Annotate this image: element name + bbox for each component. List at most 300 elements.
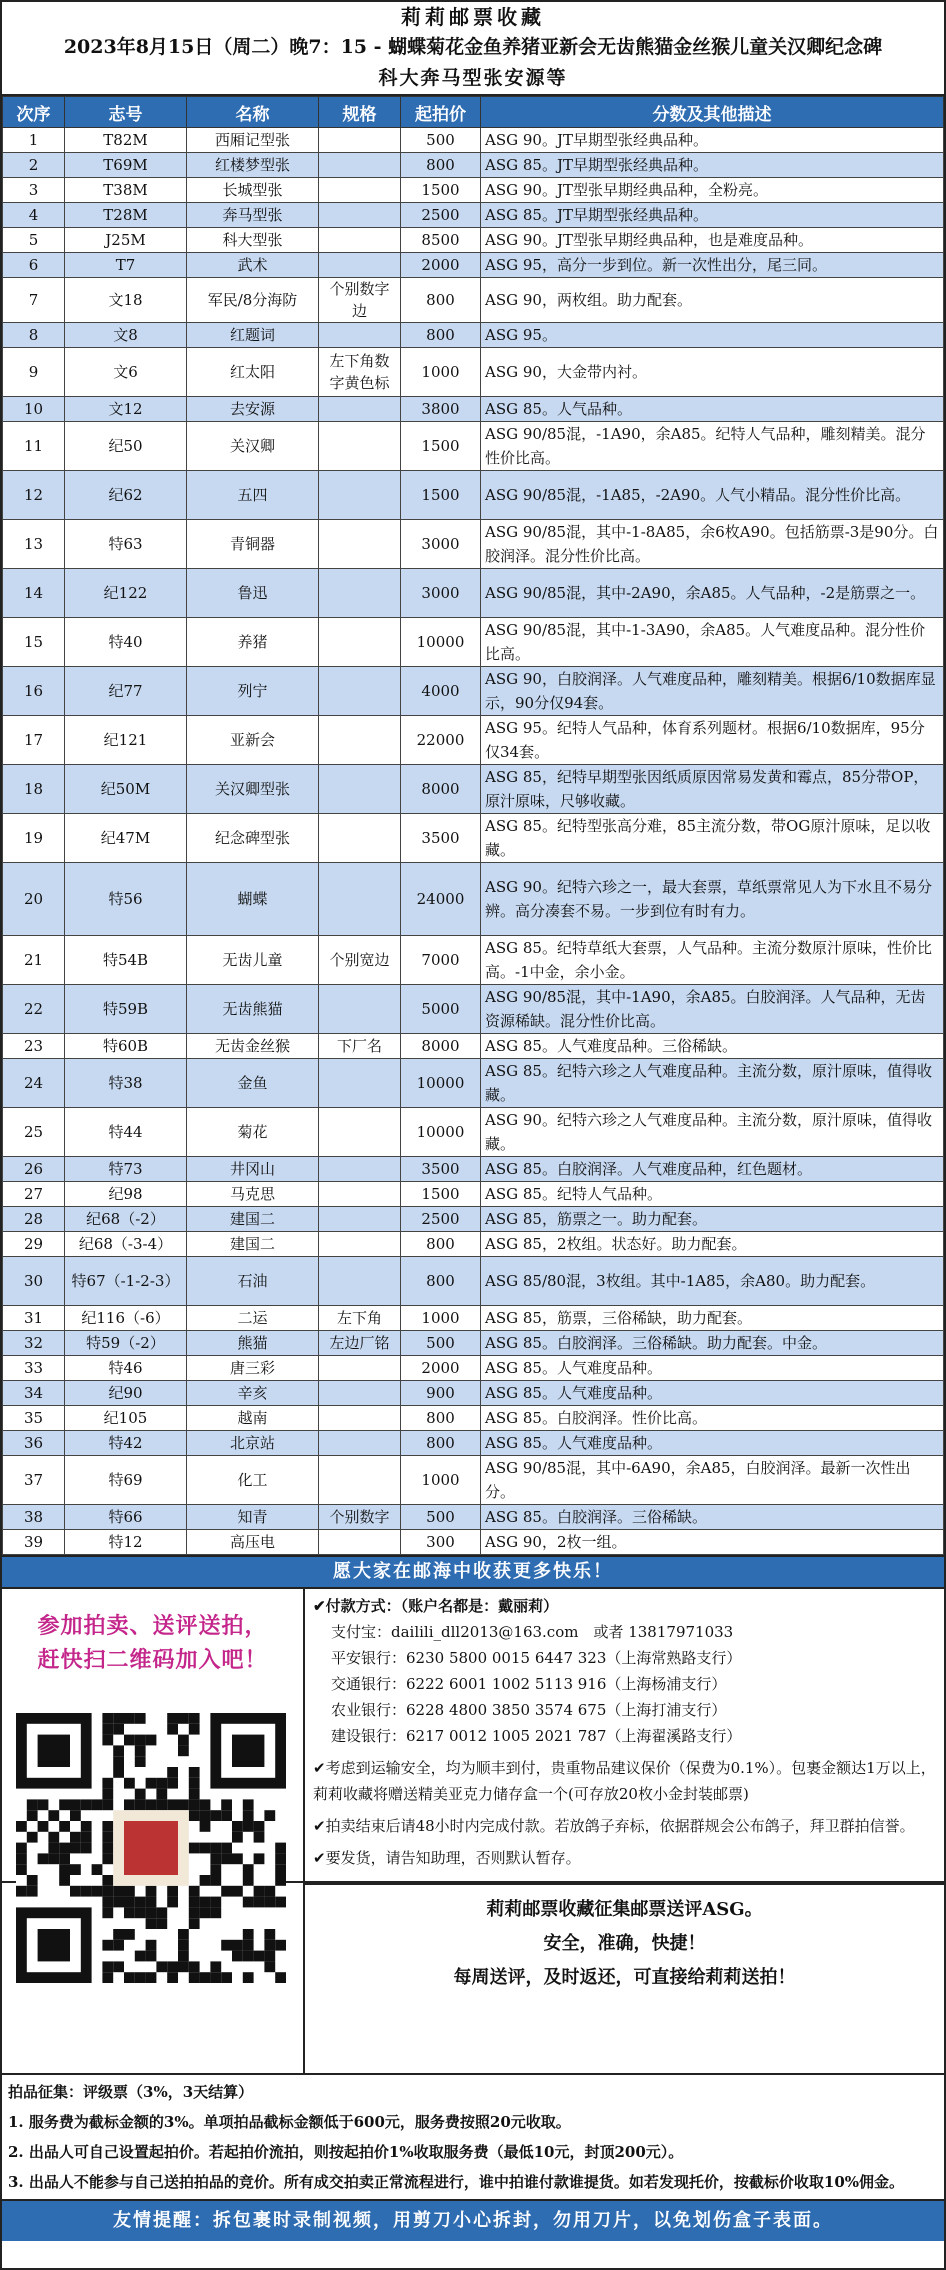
cell-code: 纪50 — [65, 422, 187, 471]
cell-code: 纪68（-3-4） — [65, 1232, 187, 1257]
cell-name: 金鱼 — [187, 1059, 319, 1108]
table-row — [3, 1182, 944, 1207]
cell-name: 北京站 — [187, 1431, 319, 1456]
cell-name: 红题词 — [187, 323, 319, 348]
cell-no: 37 — [3, 1456, 65, 1505]
cell-desc: ASG 85。人气难度品种。三俗稀缺。 — [481, 1034, 944, 1059]
cell-spec: 下厂名 — [319, 1034, 401, 1059]
table-row — [3, 1456, 944, 1505]
cell-no: 17 — [3, 716, 65, 765]
note-shipping-request: ✔要发货，请告知助理，否则默认暂存。 — [313, 1849, 581, 1867]
cell-code: 特42 — [65, 1431, 187, 1456]
cell-spec — [319, 422, 401, 471]
cell-no: 34 — [3, 1381, 65, 1406]
cell-code: 特63 — [65, 520, 187, 569]
cell-price: 300 — [401, 1530, 481, 1555]
cell-name: 奔马型张 — [187, 203, 319, 228]
cell-desc: ASG 85。纪特六珍之人气难度品种。主流分数，原汁原味，值得收藏。 — [481, 1059, 944, 1108]
cell-name: 关汉卿型张 — [187, 765, 319, 814]
cell-desc: ASG 85。白胶润泽。三俗稀缺。助力配套。中金。 — [481, 1331, 944, 1356]
cell-name: 鲁迅 — [187, 569, 319, 618]
cell-spec: 个别数字边 — [319, 278, 401, 323]
cell-name: 西厢记型张 — [187, 128, 319, 153]
cell-spec — [319, 716, 401, 765]
cell-code: 纪116（-6） — [65, 1306, 187, 1331]
cell-code: 纪98 — [65, 1182, 187, 1207]
cell-no: 1 — [3, 128, 65, 153]
cell-price: 1500 — [401, 178, 481, 203]
cell-code: T38M — [65, 178, 187, 203]
cell-price: 8500 — [401, 228, 481, 253]
cell-name: 蝴蝶 — [187, 863, 319, 936]
cell-no: 4 — [3, 203, 65, 228]
cell-price: 8000 — [401, 765, 481, 814]
cell-desc: ASG 90/85混，其中-6A90，余A85，白胶润泽。最新一次性出分。 — [481, 1456, 944, 1505]
col-code: 志号 — [65, 97, 187, 128]
cell-spec: 左下角数字黄色标 — [319, 348, 401, 397]
cell-code: 特67（-1-2-3） — [65, 1257, 187, 1306]
cell-no: 8 — [3, 323, 65, 348]
cell-spec — [319, 618, 401, 667]
cell-spec — [319, 228, 401, 253]
cell-desc: ASG 85。纪特草纸大套票，人气品种。主流分数原汁原味，性价比高。-1中金，余小金。 — [481, 936, 944, 985]
cell-price: 3000 — [401, 569, 481, 618]
cell-price: 24000 — [401, 863, 481, 936]
cell-price: 800 — [401, 1257, 481, 1306]
cell-no: 13 — [3, 520, 65, 569]
cell-name: 科大型张 — [187, 228, 319, 253]
cell-desc: ASG 90。JT型张早期经典品种，全粉亮。 — [481, 178, 944, 203]
cell-no: 35 — [3, 1406, 65, 1431]
asg-panel — [305, 1883, 944, 2073]
table-row — [3, 178, 944, 203]
payment-line: 建设银行：6217 0012 1005 2021 787（上海翟溪路支行） — [331, 1727, 742, 1745]
table-row — [3, 278, 944, 323]
cell-spec — [319, 985, 401, 1034]
table-row — [3, 1406, 944, 1431]
cell-price: 4000 — [401, 667, 481, 716]
cell-name: 去安源 — [187, 397, 319, 422]
cell-price: 7000 — [401, 936, 481, 985]
cell-desc: ASG 90，2枚一组。 — [481, 1530, 944, 1555]
cell-desc: ASG 85。白胶润泽。性价比高。 — [481, 1406, 944, 1431]
cell-desc: ASG 95。 — [481, 323, 944, 348]
payment-line: 农业银行：6228 4800 3850 3574 675（上海打浦支行） — [331, 1701, 727, 1719]
cell-no: 29 — [3, 1232, 65, 1257]
cell-desc: ASG 90，大金带内衬。 — [481, 348, 944, 397]
cell-name: 知青 — [187, 1505, 319, 1530]
cell-price: 1000 — [401, 1456, 481, 1505]
cell-spec — [319, 1157, 401, 1182]
promo-line: 赶快扫二维码加入吧！ — [37, 1647, 268, 1673]
cell-price: 22000 — [401, 716, 481, 765]
cell-name: 高压电 — [187, 1530, 319, 1555]
table-row — [3, 1381, 944, 1406]
table-row — [3, 1431, 944, 1456]
cell-no: 27 — [3, 1182, 65, 1207]
cell-no: 10 — [3, 397, 65, 422]
cell-no: 39 — [3, 1530, 65, 1555]
cell-no: 36 — [3, 1431, 65, 1456]
payment-heading: ✔付款方式：（账户名都是：戴丽莉） — [313, 1597, 559, 1615]
cell-no: 23 — [3, 1034, 65, 1059]
cell-desc: ASG 90。JT型张早期经典品种，也是难度品种。 — [481, 228, 944, 253]
cell-desc: ASG 85/80混，3枚组。其中-1A85，余A80。助力配套。 — [481, 1257, 944, 1306]
cell-price: 500 — [401, 128, 481, 153]
cell-desc: ASG 85。白胶润泽。三俗稀缺。 — [481, 1505, 944, 1530]
cell-name: 无齿熊猫 — [187, 985, 319, 1034]
table-row — [3, 153, 944, 178]
page-subtitle-2: 科大奔马型张安源等 — [378, 67, 568, 89]
table-row — [3, 1157, 944, 1182]
table-row — [3, 422, 944, 471]
cell-desc: ASG 90/85混，其中-1-8A85，余6枚A90。包括筋票-3是90分。白胶润泽。混分性价比高。 — [481, 520, 944, 569]
cell-code: 文12 — [65, 397, 187, 422]
table-row — [3, 520, 944, 569]
cell-code: 特66 — [65, 1505, 187, 1530]
table-row — [3, 1034, 944, 1059]
cell-spec — [319, 1431, 401, 1456]
table-row — [3, 765, 944, 814]
cell-name: 军民/8分海防 — [187, 278, 319, 323]
qr-panel — [2, 1883, 305, 2073]
table-row — [3, 1306, 944, 1331]
cell-no: 7 — [3, 278, 65, 323]
cell-price: 800 — [401, 278, 481, 323]
cell-spec — [319, 1207, 401, 1232]
cell-price: 10000 — [401, 618, 481, 667]
cell-code: 纪105 — [65, 1406, 187, 1431]
cell-spec — [319, 203, 401, 228]
table-row — [3, 667, 944, 716]
cell-price: 3000 — [401, 520, 481, 569]
cell-no: 20 — [3, 863, 65, 936]
table-row — [3, 1232, 944, 1257]
table-row — [3, 985, 944, 1034]
cell-no: 5 — [3, 228, 65, 253]
cell-code: T28M — [65, 203, 187, 228]
cell-desc: ASG 85。JT早期型张经典品种。 — [481, 153, 944, 178]
cell-spec — [319, 1182, 401, 1207]
cell-name: 无齿金丝猴 — [187, 1034, 319, 1059]
cell-code: 特38 — [65, 1059, 187, 1108]
cell-code: T82M — [65, 128, 187, 153]
cell-spec — [319, 1257, 401, 1306]
table-row — [3, 1530, 944, 1555]
cell-code: 文8 — [65, 323, 187, 348]
table-row — [3, 1257, 944, 1306]
cell-desc: ASG 85。纪特人气品种。 — [481, 1182, 944, 1207]
cell-no: 18 — [3, 765, 65, 814]
cell-price: 800 — [401, 1232, 481, 1257]
cell-spec — [319, 1381, 401, 1406]
table-row — [3, 863, 944, 936]
cell-price: 800 — [401, 323, 481, 348]
promo-text — [2, 1609, 303, 1677]
cell-desc: ASG 85，2枚组。状态好。助力配套。 — [481, 1232, 944, 1257]
cell-name: 化工 — [187, 1456, 319, 1505]
cell-price: 2000 — [401, 253, 481, 278]
cell-desc: ASG 85，筋票之一。助力配套。 — [481, 1207, 944, 1232]
note-payment-deadline: ✔拍卖结束后请48小时内完成付款。若放鸽子弃标，依据群规会公布鸽子，拜卫群拍信誉。 — [313, 1817, 915, 1835]
cell-desc: ASG 85。纪特型张高分难，85主流分数，带OG原汁原味，足以收藏。 — [481, 814, 944, 863]
table-row — [3, 1505, 944, 1530]
cell-spec — [319, 1108, 401, 1157]
cell-name: 红太阳 — [187, 348, 319, 397]
cell-name: 亚新会 — [187, 716, 319, 765]
cell-no: 16 — [3, 667, 65, 716]
cell-price: 2500 — [401, 1207, 481, 1232]
cell-spec — [319, 1232, 401, 1257]
terms-line: 2. 出品人可自己设置起拍价。若起拍价流拍，则按起拍价1%收取服务费（最低10元，封顶200元）。 — [8, 2143, 684, 2161]
cell-desc: ASG 90。JT早期型张经典品种。 — [481, 128, 944, 153]
cell-price: 5000 — [401, 985, 481, 1034]
header — [2, 2, 944, 96]
table-row — [3, 471, 944, 520]
cell-spec — [319, 814, 401, 863]
cell-code: T7 — [65, 253, 187, 278]
cell-price: 500 — [401, 1331, 481, 1356]
cell-desc: ASG 85。人气难度品种。 — [481, 1381, 944, 1406]
cell-spec — [319, 128, 401, 153]
cell-desc: ASG 85。白胶润泽。人气难度品种，红色题材。 — [481, 1157, 944, 1182]
cell-no: 14 — [3, 569, 65, 618]
cell-code: 特60B — [65, 1034, 187, 1059]
cell-name: 辛亥 — [187, 1381, 319, 1406]
table-row — [3, 618, 944, 667]
cell-desc: ASG 90/85混，其中-1-3A90，余A85。人气难度品种。混分性价比高。 — [481, 618, 944, 667]
cell-name: 石油 — [187, 1257, 319, 1306]
cell-code: 纪50M — [65, 765, 187, 814]
promo-line: 参加拍卖、送评送拍， — [37, 1613, 268, 1639]
cell-spec: 左下角 — [319, 1306, 401, 1331]
table-row — [3, 128, 944, 153]
cell-code: 特40 — [65, 618, 187, 667]
cell-name: 纪念碑型张 — [187, 814, 319, 863]
table-row — [3, 228, 944, 253]
cell-code: 纪77 — [65, 667, 187, 716]
col-name: 名称 — [187, 97, 319, 128]
cell-name: 马克思 — [187, 1182, 319, 1207]
cell-spec: 个别宽边 — [319, 936, 401, 985]
cell-code: 特59B — [65, 985, 187, 1034]
cell-name: 越南 — [187, 1406, 319, 1431]
cell-price: 1500 — [401, 1182, 481, 1207]
cell-no: 24 — [3, 1059, 65, 1108]
cell-code: 文6 — [65, 348, 187, 397]
cell-desc: ASG 85。人气品种。 — [481, 397, 944, 422]
cell-desc: ASG 90。纪特六珍之一，最大套票，草纸票常见人为下水且不易分辨。高分凑套不易。一步到位有时有力。 — [481, 863, 944, 936]
cell-no: 26 — [3, 1157, 65, 1182]
cell-no: 9 — [3, 348, 65, 397]
cell-price: 800 — [401, 153, 481, 178]
cell-desc: ASG 90/85混，其中-2A90，余A85。人气品种，-2是筋票之一。 — [481, 569, 944, 618]
wish-banner: 愿大家在邮海中收获更多快乐！ — [2, 1555, 944, 1589]
payment-line: 平安银行：6230 5800 0015 6447 323（上海常熟路支行） — [331, 1649, 742, 1667]
cell-code: J25M — [65, 228, 187, 253]
table-row — [3, 1356, 944, 1381]
cell-price: 1500 — [401, 471, 481, 520]
cell-desc: ASG 90/85混，-1A90，余A85。纪特人气品种，雕刻精美。混分性价比高。 — [481, 422, 944, 471]
table-row — [3, 348, 944, 397]
cell-no: 12 — [3, 471, 65, 520]
cell-name: 建国二 — [187, 1232, 319, 1257]
cell-no: 30 — [3, 1257, 65, 1306]
cell-spec — [319, 520, 401, 569]
cell-desc: ASG 85，纪特早期型张因纸质原因常易发黄和霉点，85分带OP，原汁原味，尺够收藏。 — [481, 765, 944, 814]
cell-name: 青铜器 — [187, 520, 319, 569]
table-row — [3, 569, 944, 618]
cell-desc: ASG 85。JT早期型张经典品种。 — [481, 203, 944, 228]
cell-price: 2000 — [401, 1356, 481, 1381]
cell-spec — [319, 253, 401, 278]
cell-price: 1000 — [401, 348, 481, 397]
note-shipping: ✔考虑到运输安全，均为顺丰到付，贵重物品建议保价（保费为0.1%）。包裹金额达1万以上，莉莉收藏将赠送精美亚克力储存盒一个(可存放20枚小金封装邮票) — [313, 1759, 936, 1803]
cell-spec — [319, 153, 401, 178]
table-row — [3, 1331, 944, 1356]
cell-desc: ASG 90，两枚组。助力配套。 — [481, 278, 944, 323]
qr-code-icon[interactable] — [16, 1713, 286, 1983]
col-no: 次序 — [3, 97, 65, 128]
cell-price: 900 — [401, 1381, 481, 1406]
cell-no: 11 — [3, 422, 65, 471]
cell-name: 井冈山 — [187, 1157, 319, 1182]
cell-desc: ASG 85，筋票，三俗稀缺，助力配套。 — [481, 1306, 944, 1331]
cell-code: T69M — [65, 153, 187, 178]
cell-price: 10000 — [401, 1108, 481, 1157]
cell-no: 3 — [3, 178, 65, 203]
cell-code: 特12 — [65, 1530, 187, 1555]
cell-spec: 个别数字 — [319, 1505, 401, 1530]
table-row — [3, 323, 944, 348]
cell-name: 长城型张 — [187, 178, 319, 203]
cell-no: 6 — [3, 253, 65, 278]
table-header-row — [3, 97, 944, 128]
table-row — [3, 397, 944, 422]
cell-desc: ASG 95。纪特人气品种，体育系列题材。根据6/10数据库，95分仅34套。 — [481, 716, 944, 765]
table-row — [3, 716, 944, 765]
cell-name: 熊猫 — [187, 1331, 319, 1356]
cell-code: 特46 — [65, 1356, 187, 1381]
cell-price: 1500 — [401, 422, 481, 471]
cell-spec — [319, 1530, 401, 1555]
cell-price: 8000 — [401, 1034, 481, 1059]
cell-price: 3500 — [401, 814, 481, 863]
cell-code: 文18 — [65, 278, 187, 323]
cell-name: 五四 — [187, 471, 319, 520]
table-row — [3, 936, 944, 985]
cell-code: 纪47M — [65, 814, 187, 863]
footer-reminder: 友情提醒：拆包裹时录制视频，用剪刀小心拆封，勿用刀片，以免划伤盒子表面。 — [2, 2201, 944, 2241]
cell-name: 无齿儿童 — [187, 936, 319, 985]
cell-spec — [319, 397, 401, 422]
cell-spec — [319, 667, 401, 716]
cell-code: 特73 — [65, 1157, 187, 1182]
collection-terms — [2, 2075, 944, 2201]
table-row — [3, 203, 944, 228]
col-desc: 分数及其他描述 — [481, 97, 944, 128]
cell-no: 38 — [3, 1505, 65, 1530]
asg-line: 每周送评，及时返还，可直接给莉莉送拍！ — [453, 1967, 796, 1988]
page-subtitle: 2023年8月15日（周二）晚7：15 - 蝴蝶菊花金鱼养猪亚新会无齿熊猫金丝猴儿童关汉卿纪念碑 — [63, 36, 883, 58]
cell-code: 纪68（-2） — [65, 1207, 187, 1232]
cell-desc: ASG 90，白胶润泽。人气难度品种，雕刻精美。根据6/10数据库显示，90分仅94套。 — [481, 667, 944, 716]
cell-name: 红楼梦型张 — [187, 153, 319, 178]
table-row — [3, 253, 944, 278]
cell-code: 特59（-2） — [65, 1331, 187, 1356]
cell-code: 特44 — [65, 1108, 187, 1157]
asg-line: 莉莉邮票收藏征集邮票送评ASG。 — [486, 1899, 763, 1920]
cell-spec: 左边厂铭 — [319, 1331, 401, 1356]
cell-no: 33 — [3, 1356, 65, 1381]
cell-name: 二运 — [187, 1306, 319, 1331]
table-row — [3, 1108, 944, 1157]
lot-table — [2, 96, 944, 1555]
col-spec: 规格 — [319, 97, 401, 128]
cell-no: 21 — [3, 936, 65, 985]
cell-spec — [319, 569, 401, 618]
cell-code: 纪62 — [65, 471, 187, 520]
cell-spec — [319, 1456, 401, 1505]
cell-code: 纪121 — [65, 716, 187, 765]
table-row — [3, 814, 944, 863]
cell-desc: ASG 85。人气难度品种。 — [481, 1431, 944, 1456]
cell-code: 特56 — [65, 863, 187, 936]
cell-spec — [319, 1406, 401, 1431]
cell-desc: ASG 90。纪特六珍之人气难度品种。主流分数，原汁原味，值得收藏。 — [481, 1108, 944, 1157]
cell-no: 28 — [3, 1207, 65, 1232]
cell-price: 500 — [401, 1505, 481, 1530]
cell-no: 2 — [3, 153, 65, 178]
asg-line: 安全，准确，快捷！ — [543, 1933, 706, 1954]
cell-price: 3800 — [401, 397, 481, 422]
cell-code: 特54B — [65, 936, 187, 985]
cell-desc: ASG 85。人气难度品种。 — [481, 1356, 944, 1381]
cell-no: 25 — [3, 1108, 65, 1157]
cell-price: 3500 — [401, 1157, 481, 1182]
lower-section — [2, 1759, 944, 2075]
cell-spec — [319, 1059, 401, 1108]
cell-price: 10000 — [401, 1059, 481, 1108]
cell-no: 32 — [3, 1331, 65, 1356]
col-price: 起拍价 — [401, 97, 481, 128]
cell-price: 1000 — [401, 1306, 481, 1331]
table-row — [3, 1207, 944, 1232]
cell-name: 菊花 — [187, 1108, 319, 1157]
cell-spec — [319, 323, 401, 348]
cell-code: 纪90 — [65, 1381, 187, 1406]
cell-name: 武术 — [187, 253, 319, 278]
cell-price: 2500 — [401, 203, 481, 228]
cell-spec — [319, 471, 401, 520]
cell-spec — [319, 863, 401, 936]
cell-code: 特69 — [65, 1456, 187, 1505]
terms-line: 3. 出品人不能参与自己送拍拍品的竞价。所有成交拍卖正常流程进行，谁中拍谁付款谁提货。如若发现托价，按截标价收取10%佣金。 — [8, 2173, 905, 2191]
terms-line: 拍品征集：评级票（3%，3天结算） — [8, 2083, 254, 2101]
cell-desc: ASG 90/85混，-1A85，-2A90。人气小精品。混分性价比高。 — [481, 471, 944, 520]
cell-no: 22 — [3, 985, 65, 1034]
cell-name: 养猪 — [187, 618, 319, 667]
cell-desc: ASG 90/85混，其中-1A90，余A85。白胶润泽。人气品种，无齿资源稀缺。混分性价比高。 — [481, 985, 944, 1034]
cell-name: 建国二 — [187, 1207, 319, 1232]
cell-desc: ASG 95，高分一步到位。新一次性出分，尾三同。 — [481, 253, 944, 278]
cell-price: 800 — [401, 1431, 481, 1456]
page-title: 莉莉邮票收藏 — [401, 5, 545, 29]
payment-line: 交通银行：6222 6001 1002 5113 916（上海杨浦支行） — [331, 1675, 727, 1693]
notes-column — [305, 1759, 944, 2073]
cell-price: 800 — [401, 1406, 481, 1431]
cell-name: 关汉卿 — [187, 422, 319, 471]
